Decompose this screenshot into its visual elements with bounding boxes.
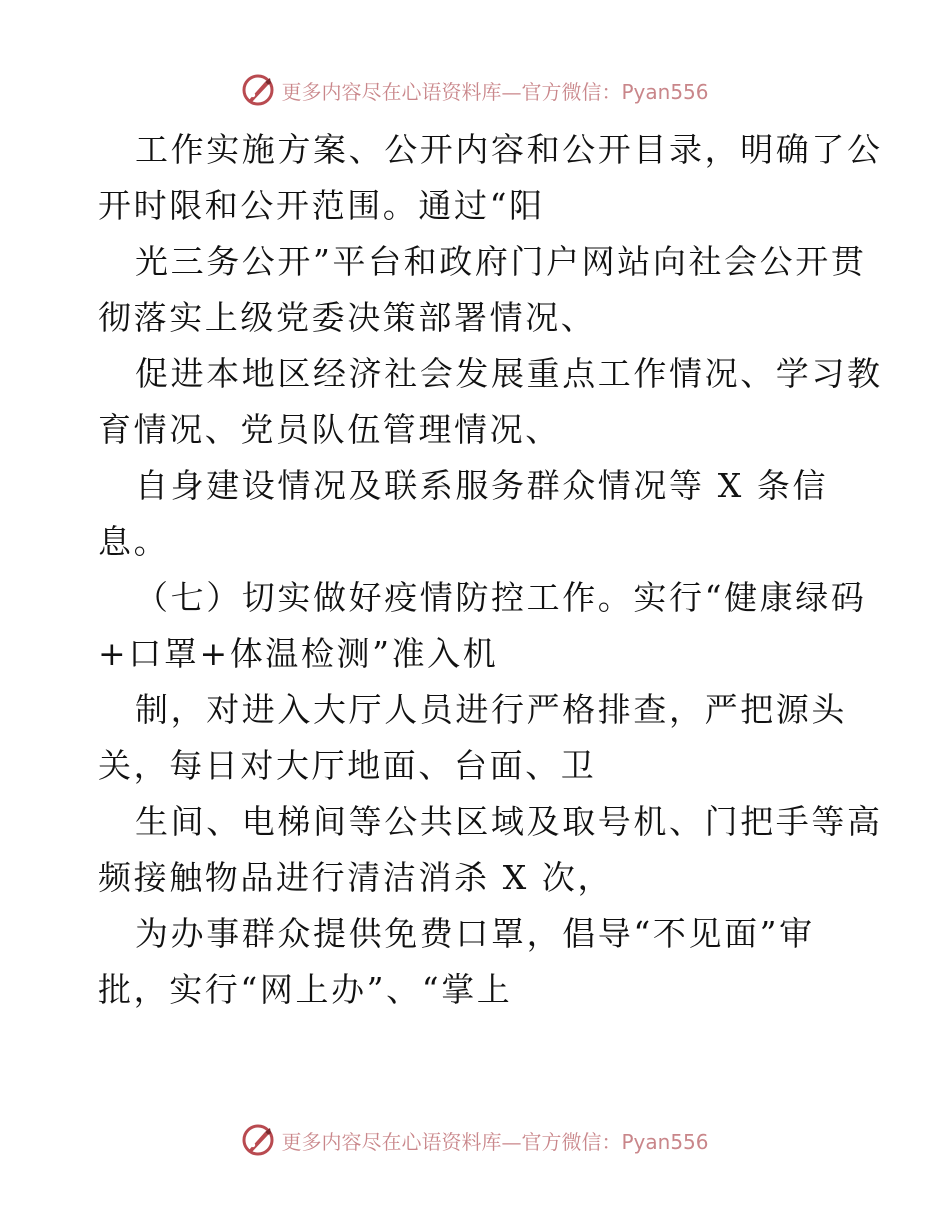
paragraph-line: +口罩+体温检测”准入机: [98, 634, 499, 673]
paragraph-line: 为办事群众提供免费口罩，倡导“不见面”审: [135, 914, 815, 953]
document-body: [98, 122, 883, 1018]
quill-seal-logo-icon: [241, 1123, 275, 1157]
header-watermark: [0, 70, 950, 110]
paragraph-line: 频接触物品进行清洁消杀 X 次，: [98, 858, 614, 897]
paragraph-line: （七）切实做好疫情防控工作。实行“健康绿码: [135, 578, 867, 617]
paragraph-line: 批，实行“网上办”、“掌上: [98, 970, 513, 1009]
paragraph-line: 生间、电梯间等公共区域及取号机、门把手等高: [135, 802, 883, 841]
paragraph-line: 制，对进入大厅人员进行严格排查，严把源头: [135, 690, 847, 729]
paragraph-line: 自身建设情况及联系服务群众情况等 X 条信: [135, 466, 829, 505]
paragraph-line: 息。: [98, 522, 170, 561]
watermark-text: 更多内容尽在心语资料库—官方微信：Pyan556: [281, 79, 709, 104]
footer-watermark: [0, 1120, 950, 1160]
paragraph-line: 开时限和公开范围。通过“阳: [98, 186, 545, 225]
paragraph-line: 工作实施方案、公开内容和公开目录，明确了公: [135, 130, 883, 169]
paragraph-line: 彻落实上级党委决策部署情况、: [98, 298, 597, 337]
watermark-text: 更多内容尽在心语资料库—官方微信：Pyan556: [281, 1129, 709, 1154]
watermark-group: [241, 1123, 708, 1157]
paragraph-line: 促进本地区经济社会发展重点工作情况、学习教: [135, 354, 883, 393]
paragraph-line: 关，每日对大厅地面、台面、卫: [98, 746, 597, 785]
quill-seal-logo-icon: [241, 73, 275, 107]
paragraph-line: 光三务公开”平台和政府门户网站向社会公开贯: [135, 242, 867, 281]
watermark-group: [241, 73, 708, 107]
paragraph-line: 育情况、党员队伍管理情况、: [98, 410, 561, 449]
